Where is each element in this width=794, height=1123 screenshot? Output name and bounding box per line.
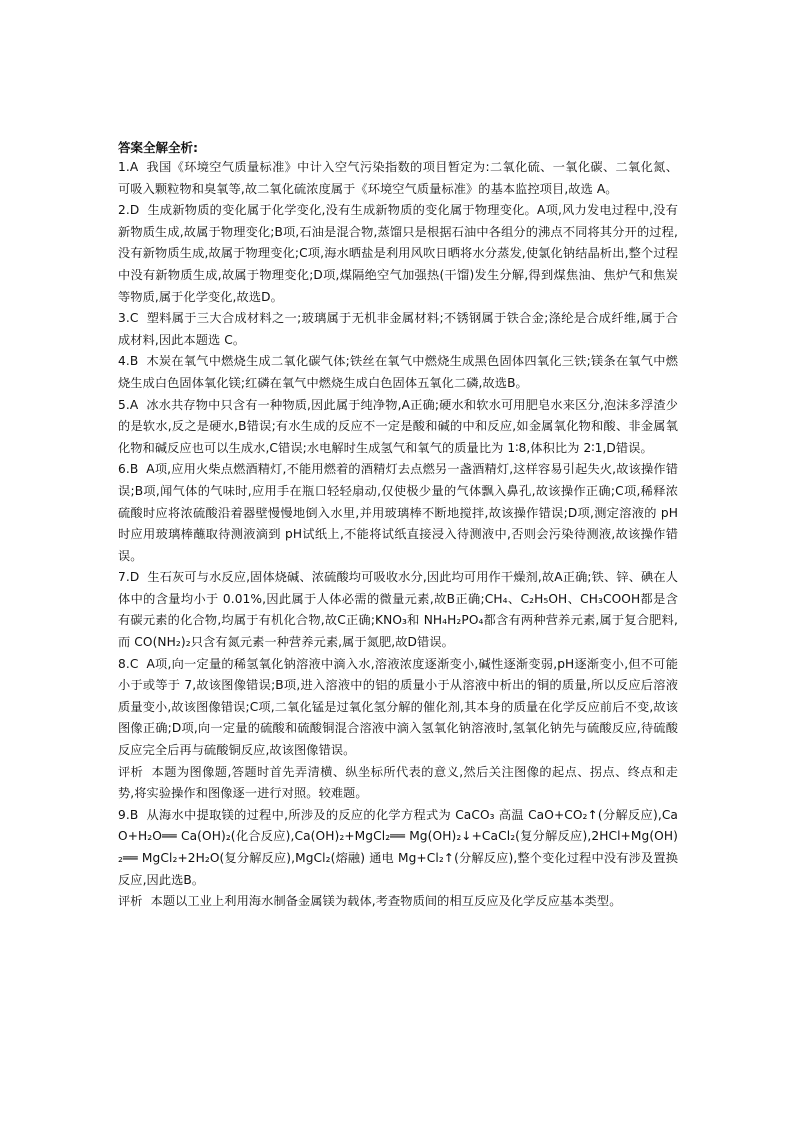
answer-label: 1.A — [118, 160, 139, 174]
answer-label: 8.C — [118, 656, 139, 671]
answer-item-8 — [118, 654, 678, 762]
answer-text: 我国《环境空气质量标准》中计入空气污染指数的项目暂定为:二氧化硫、一氧化碳、二氧化氮、可吸入颗粒物和臭氧等,故二氧化硫浓度属于《环境空气质量标准》的基本监控项目,故选 A。 — [118, 160, 678, 196]
comment-item-9 — [118, 891, 678, 913]
comment-label: 评析 — [118, 894, 143, 909]
answer-item-2 — [118, 200, 678, 308]
answer-item-5 — [118, 395, 678, 460]
answer-text: 从海水中提取镁的过程中,所涉及的反应的化学方程式为 CaCO₃ 高温 CaO+CO₂↑(分解反应),CaO+H₂O══ Ca(OH)₂(化合反应),Ca(OH)₂+MgCl₂══ Mg(OH)₂↓+CaCl₂(复分解反应),2HCl+Mg(OH)₂══ MgCl₂+2H₂O(复分解反应),MgCl₂(熔融) 通电 Mg+Cl₂↑(分解反应),整个变化过程中没有涉及置换反应,因此选B。 — [118, 807, 678, 887]
answer-heading: 答案全解全析: — [118, 140, 198, 155]
answer-item-6 — [118, 459, 678, 567]
answer-text: A项,应用火柴点燃酒精灯,不能用燃着的酒精灯去点燃另一盏酒精灯,这样容易引起失火,故该操作错误;B项,闻气体的气味时,应用手在瓶口轻轻扇动,仅使极少量的气体飘入鼻孔,故该操作正确;C项,稀释浓硫酸时应将浓硫酸沿着器壁慢慢地倒入水里,并用玻璃棒不断地搅拌,故该操作错误;D项,测定溶液的 pH时应用玻璃棒蘸取待测液滴到 pH试纸上,不能将试纸直接浸入待测液中,否则会污染待测液,故该操作错误。 — [118, 462, 678, 563]
answer-label: 6.B — [118, 462, 139, 477]
comment-text: 本题以工业上利用海水制备金属镁为载体,考查物质间的相互反应及化学反应基本类型。 — [150, 894, 622, 909]
answer-text: 木炭在氧气中燃烧生成二氧化碳气体;铁丝在氧气中燃烧生成黑色固体四氧化三铁;镁条在氧气中燃烧生成白色固体氧化镁;红磷在氧气中燃烧生成白色固体五氧化二磷,故选B。 — [118, 354, 678, 390]
answer-item-7 — [118, 567, 678, 653]
answer-label: 3.C — [118, 311, 139, 326]
answer-document — [118, 138, 678, 913]
comment-text: 本题为图像题,答题时首先弄清横、纵坐标所代表的意义,然后关注图像的起点、拐点、终点和走势,将实验操作和图像逐一进行对照。较难题。 — [118, 764, 678, 801]
answer-label: 2.D — [118, 203, 140, 218]
answer-item-9 — [118, 805, 678, 891]
answer-text: 塑料属于三大合成材料之一;玻璃属于无机非金属材料;不锈钢属于铁合金;涤纶是合成纤维,属于合成材料,因此本题选 C。 — [118, 311, 678, 347]
answer-item-1 — [118, 157, 678, 200]
comment-item-8 — [118, 762, 678, 805]
answer-label: 9.B — [118, 807, 139, 822]
answer-text: 生成新物质的变化属于化学变化,没有生成新物质的变化属于物理变化。A项,风力发电过程中,没有新物质生成,故属于物理变化;B项,石油是混合物,蒸馏只是根据石油中各组分的沸点不同将其分开的过程,没有新物质生成,故属于物理变化;C项,海水晒盐是利用风吹日晒将水分蒸发,使氯化钠结晶析出,整个过程中没有新物质生成,故属于物理变化;D项,煤隔绝空气加强热(干馏)发生分解,得到煤焦油、焦炉气和焦炭等物质,属于化学变化,故选D。 — [118, 203, 678, 304]
answer-label: 5.A — [118, 397, 139, 412]
comment-label: 评析 — [118, 764, 144, 779]
answer-text: 冰水共存物中只含有一种物质,因此属于纯净物,A正确;硬水和软水可用肥皂水来区分,泡沫多浮渣少的是软水,反之是硬水,B错误;有水生成的反应不一定是酸和碱的中和反应,如金属氧化物和酸、非金属氧化物和碱反应也可以生成水,C错误;水电解时生成氢气和氧气的质量比为 1∶8,体积比为 2∶1,D错误。 — [118, 397, 678, 455]
answer-item-4 — [118, 351, 678, 394]
answer-text: A项,向一定量的稀氢氧化钠溶液中滴入水,溶液浓度逐渐变小,碱性逐渐变弱,pH逐渐变小,但不可能小于或等于 7,故该图像错误;B项,进入溶液中的铝的质量小于从溶液中析出的铜的质量,所以反应后溶液质量变小,故该图像错误;C项,二氧化锰是过氧化氢分解的催化剂,其本身的质量在化学反应前后不变,故该图像正确;D项,向一定量的硫酸和硫酸铜混合溶液中滴入氢氧化钠溶液时,氢氧化钠先与硫酸反应,待硫酸反应完全后再与硫酸铜反应,故该图像错误。 — [118, 656, 678, 758]
answer-label: 7.D — [118, 570, 140, 585]
answer-item-3 — [118, 308, 678, 351]
answer-text: 生石灰可与水反应,固体烧碱、浓硫酸均可吸收水分,因此均可用作干燥剂,故A正确;铁、锌、碘在人体中的含量均小于 0.01%,因此属于人体必需的微量元素,故B正确;CH₄、C₂H₅OH、CH₃COOH都是含有碳元素的化合物,均属于有机化合物,故C正确;KNO₃和 NH₄H₂PO₄都含有两种营养元素,属于复合肥料,而 CO(NH₂)₂只含有氮元素一种营养元素,属于氮肥,故D错误。 — [118, 570, 678, 650]
answer-label: 4.B — [118, 354, 139, 369]
